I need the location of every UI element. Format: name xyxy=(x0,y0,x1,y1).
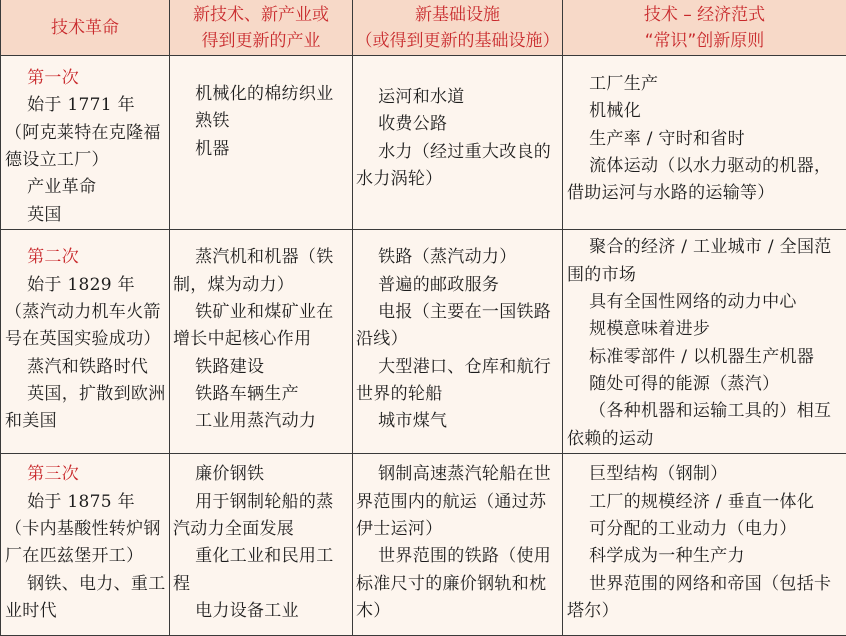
header-industries-line-1: 新技术、新产业或 xyxy=(193,4,329,25)
paradigm-item: 标准零部件 / 以机器生产机器 xyxy=(589,346,815,367)
infrastructure-item: 钢制高速蒸汽轮船在世界范围内的航运（通过苏伊士运河） xyxy=(356,464,552,540)
table-row xyxy=(1,56,846,230)
header-paradigm-line-2: “常识”创新原则 xyxy=(644,30,765,51)
revolution-item: 始于 1829 年（蒸汽动力机车火箭号在英国实验成功） xyxy=(5,274,161,350)
revolution-cell xyxy=(1,454,170,636)
paradigm-item: 机械化 xyxy=(589,101,641,122)
revolution-item: 产业革命 xyxy=(27,177,97,198)
revolution-item: 始于 1875 年（卡内基酸性转炉钢厂在匹兹堡开工） xyxy=(5,491,161,567)
revolution-cell xyxy=(1,230,170,454)
industry-item: 铁矿业和煤矿业在增长中起核心作用 xyxy=(173,302,334,350)
infrastructure-item: 大型港口、仓库和航行世界的轮船 xyxy=(356,356,552,404)
infrastructure-item: 水力（经过重大改良的水力涡轮） xyxy=(356,141,552,190)
header-row xyxy=(1,0,846,56)
infrastructure-item: 世界范围的铁路（使用标准尺寸的廉价钢轨和枕木） xyxy=(356,546,552,621)
header-industries xyxy=(170,0,353,56)
infrastructure-cell xyxy=(353,56,563,230)
paradigm-item: 具有全国性网络的动力中心 xyxy=(589,292,797,313)
paradigm-item: 随处可得的能源（蒸汽） xyxy=(589,373,780,394)
paradigm-item: 生产率 / 守时和省时 xyxy=(589,128,745,149)
table-row xyxy=(1,230,846,454)
header-revolution-line: 技术革命 xyxy=(51,17,119,38)
header-infrastructure-line-1: 新基础设施 xyxy=(415,4,500,25)
industries-cell xyxy=(170,454,353,636)
industry-item: 熟铁 xyxy=(195,111,230,132)
table-row xyxy=(1,454,846,636)
revolution-item: 英国 xyxy=(27,204,62,225)
paradigm-item: 工厂的规模经济 / 垂直一体化 xyxy=(589,491,815,512)
infrastructure-item: 运河和水道 xyxy=(378,87,465,108)
revolution-item: 蒸汽和铁路时代 xyxy=(27,356,149,377)
era-label: 第三次 xyxy=(27,464,79,485)
paradigm-item: 可分配的工业动力（电力） xyxy=(589,519,797,540)
infrastructure-item: 铁路（蒸汽动力） xyxy=(378,247,517,268)
era-label: 第二次 xyxy=(27,247,79,268)
era-label: 第一次 xyxy=(27,68,79,89)
industries-cell xyxy=(170,56,353,230)
infrastructure-item: 普遍的邮政服务 xyxy=(378,274,500,295)
industry-item: 用于钢制轮船的蒸汽动力全面发展 xyxy=(173,491,334,540)
revolution-item: 英国，扩散到欧洲和美国 xyxy=(5,383,166,432)
industry-item: 蒸汽机和机器（铁制，煤为动力） xyxy=(173,247,334,295)
industry-item: 电力设备工业 xyxy=(195,600,299,621)
paradigm-cell xyxy=(563,56,846,230)
industry-item: 机器 xyxy=(195,138,230,159)
infrastructure-item: 电报（主要在一国铁路沿线） xyxy=(356,302,552,350)
paradigm-item: （各种机器和运输工具的）相互依赖的运动 xyxy=(567,401,832,449)
paradigm-item: 世界范围的网络和帝国（包括卡塔尔） xyxy=(567,573,832,621)
infrastructure-cell xyxy=(353,230,563,454)
paradigm-item: 工厂生产 xyxy=(589,74,659,95)
paradigm-item: 流体运动（以水力驱动的机器，借助运河与水路的运输等） xyxy=(567,156,832,204)
paradigm-item: 巨型结构（钢制） xyxy=(589,464,728,485)
header-infrastructure-line-2: （或得到更新的基础设施） xyxy=(355,30,560,51)
infrastructure-item: 收费公路 xyxy=(378,114,448,135)
infrastructure-item: 城市煤气 xyxy=(378,411,448,432)
header-paradigm-line-1: 技术 – 经济范式 xyxy=(643,4,766,25)
paradigm-cell xyxy=(563,230,846,454)
industry-item: 铁路车辆生产 xyxy=(195,383,299,404)
industry-item: 廉价钢铁 xyxy=(195,464,265,485)
industry-item: 重化工业和民用工程 xyxy=(173,546,334,594)
paradigm-cell xyxy=(563,454,846,636)
industry-item: 机械化的棉纺织业 xyxy=(195,84,334,105)
paradigm-item: 聚合的经济 / 工业城市 / 全国范围的市场 xyxy=(567,237,832,285)
header-infrastructure xyxy=(353,0,563,56)
revolution-item: 始于 1771 年（阿克莱特在克隆福德设立工厂） xyxy=(5,95,161,171)
industries-cell xyxy=(170,230,353,454)
infrastructure-cell xyxy=(353,454,563,636)
header-industries-line-2: 得到更新的产业 xyxy=(201,30,321,51)
header-paradigm xyxy=(563,0,846,56)
industry-item: 铁路建设 xyxy=(195,356,265,377)
revolution-item: 钢铁、电力、重工业时代 xyxy=(5,573,166,621)
header-revolution xyxy=(1,0,170,56)
industry-item: 工业用蒸汽动力 xyxy=(195,411,317,432)
revolution-cell xyxy=(1,56,170,230)
paradigm-item: 规模意味着进步 xyxy=(589,319,711,340)
paradigm-item: 科学成为一种生产力 xyxy=(589,546,745,567)
